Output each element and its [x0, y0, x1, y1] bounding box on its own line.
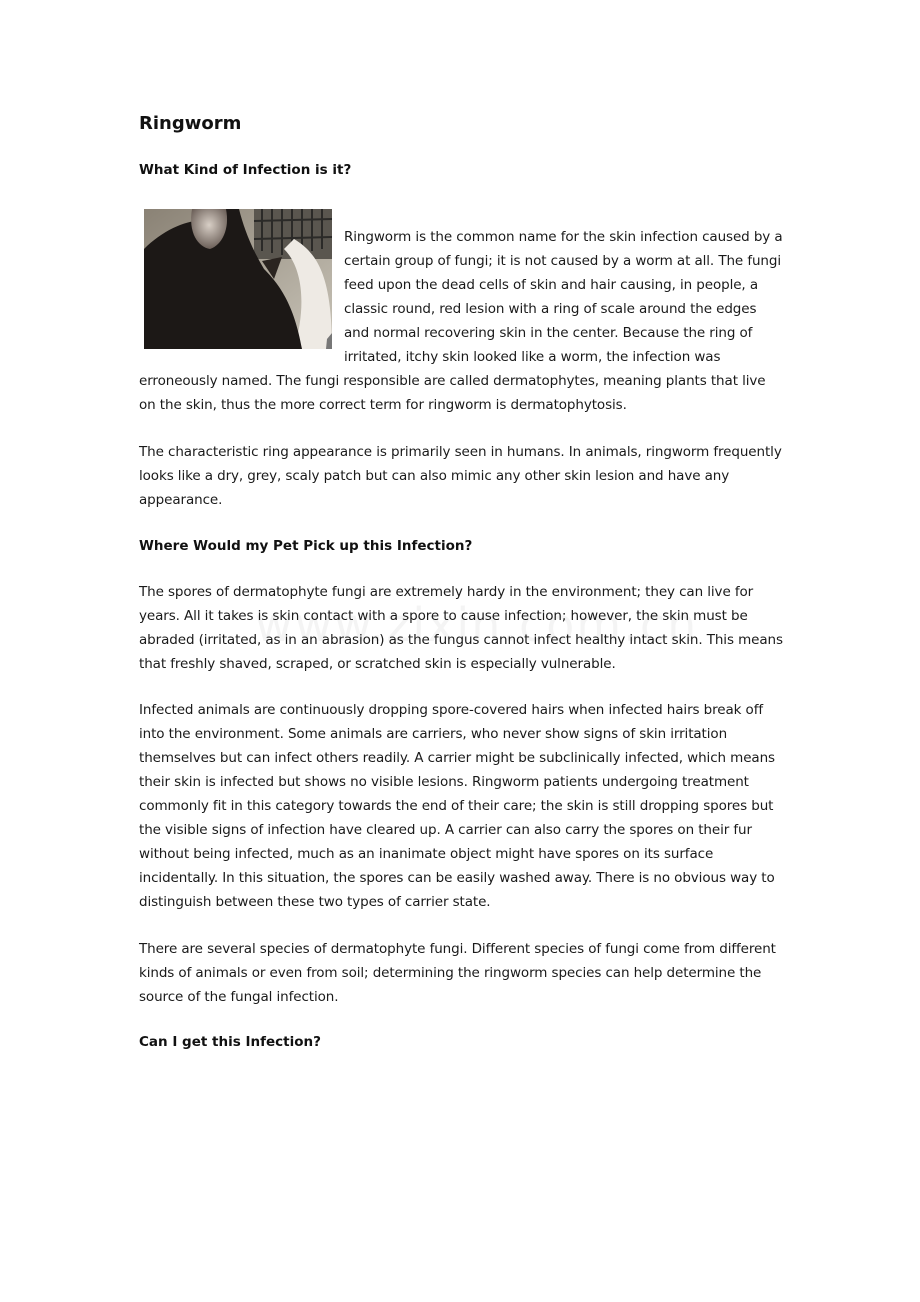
section-heading-where-pickup: Where Would my Pet Pick up this Infection? [139, 538, 473, 554]
paragraph-block [139, 698, 784, 914]
paragraph: Ringworm is the common name for the skin infection caused by a certain group of fungi; it is not caused by a worm at all. The fungi feed upon the dead cells of skin and hair causing, in people, a classic round, red lesion with a ring of scale around the edges and normal recovering skin in the center. Because the ring of irritated, itchy skin looked like a worm, the infection was erroneously named. The fungi responsible are called dermatophytes, meaning plants that live on the skin, thus the more correct term for ringworm is dermatophytosis. [139, 229, 783, 413]
section-what-kind [139, 160, 784, 180]
paragraph-block [139, 440, 784, 512]
paragraph: There are several species of dermatophyte fungi. Different species of fungi come from different kinds of animals or even from soil; determining the ringworm species can help determine the source of the fungal infection. [139, 941, 776, 1005]
cat-photo [144, 209, 332, 349]
paragraph-block [139, 580, 784, 676]
paragraph: Infected animals are continuously dropping spore-covered hairs when infected hairs break off into the environment. Some animals are carriers, who never show signs of skin irritation themselves but can infect others readily. A carrier might be subclinically infected, which means their skin is infected but shows no visible lesions. Ringworm patients undergoing treatment commonly fit in this category towards the end of their care; the skin is still dropping spores but the visible signs of infection have cleared up. A carrier can also carry the spores on their fur without being infected, much as an inanimate object might have spores on its surface incidentally. In this situation, the spores can be easily washed away. There is no obvious way to distinguish between these two types of carrier state. [139, 702, 775, 910]
section-heading-what-kind: What Kind of Infection is it? [139, 162, 352, 178]
page-title: Ringworm [139, 113, 242, 134]
paragraph: The spores of dermatophyte fungi are extremely hardy in the environment; they can live for years. All it takes is skin contact with a spore to cause infection; however, the skin must be abraded (irritated, as in an abrasion) as the fungus cannot infect healthy intact skin. This means that freshly shaved, scraped, or scratched skin is especially vulnerable. [139, 584, 783, 672]
paragraph-block [139, 937, 784, 1009]
section-heading-can-i-get: Can I get this Infection? [139, 1034, 321, 1050]
section-can-i-get [139, 1032, 784, 1052]
paragraph: The characteristic ring appearance is primarily seen in humans. In animals, ringworm frequently looks like a dry, grey, scaly patch but can also mimic any other skin lesion and have any appearance. [139, 444, 782, 508]
cat-photo-image [144, 209, 332, 349]
section-where-pickup [139, 536, 784, 556]
intro-with-figure [139, 209, 784, 417]
